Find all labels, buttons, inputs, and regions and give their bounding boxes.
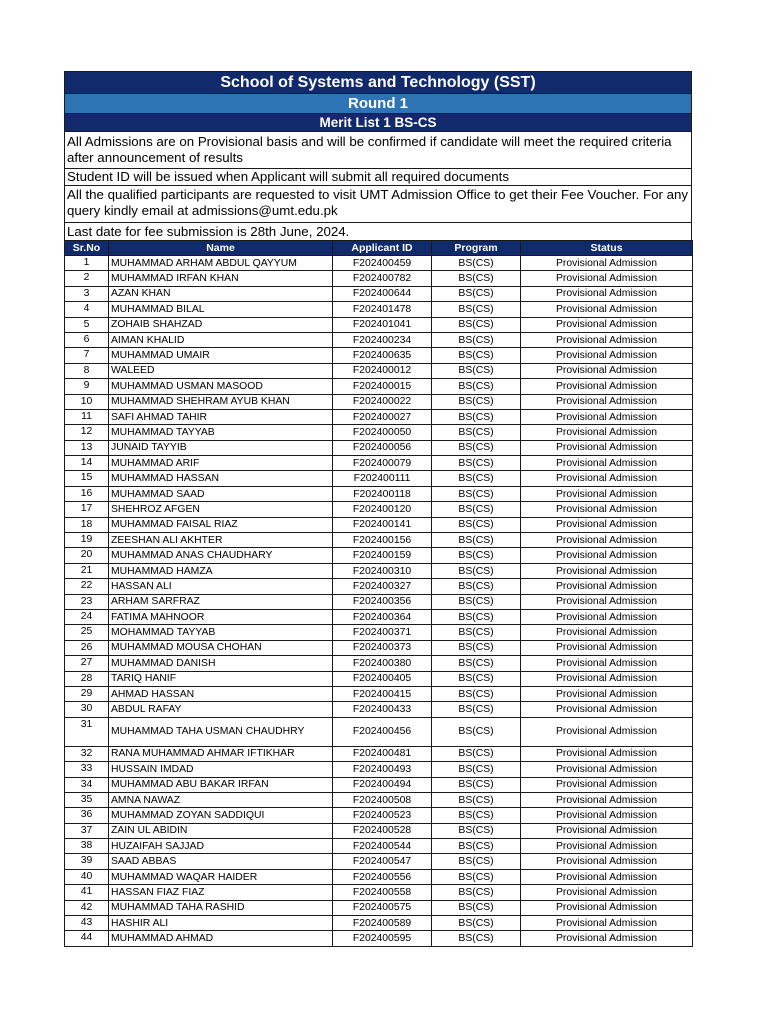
name-cell: MUHAMMAD SAAD — [109, 486, 333, 501]
table-row — [65, 916, 693, 931]
table-row — [65, 640, 693, 655]
applicant-id-cell: F202400356 — [333, 594, 432, 609]
program-cell: BS(CS) — [432, 256, 521, 271]
applicant-id-cell: F202401478 — [333, 302, 432, 317]
program-cell: BS(CS) — [432, 317, 521, 332]
sr-no-cell: 27 — [65, 656, 109, 671]
program-cell: BS(CS) — [432, 502, 521, 517]
table-row — [65, 625, 693, 640]
status-cell: Provisional Admission — [521, 379, 693, 394]
sr-no-cell: 10 — [65, 394, 109, 409]
name-cell: MUHAMMAD TAHA USMAN CHAUDHRY — [109, 717, 333, 746]
sr-no-cell: 25 — [65, 625, 109, 640]
table-row — [65, 548, 693, 563]
applicant-id-cell: F202400782 — [333, 271, 432, 286]
status-cell: Provisional Admission — [521, 777, 693, 792]
name-cell: HASSAN ALI — [109, 579, 333, 594]
program-cell: BS(CS) — [432, 702, 521, 717]
applicant-id-cell: F202400493 — [333, 762, 432, 777]
name-cell: TARIQ HANIF — [109, 671, 333, 686]
status-cell: Provisional Admission — [521, 823, 693, 838]
sr-no-cell: 14 — [65, 456, 109, 471]
sr-no-cell: 30 — [65, 702, 109, 717]
applicant-id-cell: F202400508 — [333, 792, 432, 807]
sr-no-cell: 4 — [65, 302, 109, 317]
program-cell: BS(CS) — [432, 609, 521, 624]
applicant-id-cell: F202400056 — [333, 440, 432, 455]
name-cell: MUHAMMAD USMAN MASOOD — [109, 379, 333, 394]
name-cell: MUHAMMAD AHMAD — [109, 931, 333, 946]
applicant-id-cell: F202400234 — [333, 332, 432, 347]
program-cell: BS(CS) — [432, 839, 521, 854]
status-cell: Provisional Admission — [521, 425, 693, 440]
program-cell: BS(CS) — [432, 640, 521, 655]
table-row — [65, 594, 693, 609]
status-cell: Provisional Admission — [521, 579, 693, 594]
name-cell: WALEED — [109, 363, 333, 378]
school-title: School of Systems and Technology (SST) — [64, 71, 692, 93]
program-cell: BS(CS) — [432, 332, 521, 347]
sr-no-cell: 5 — [65, 317, 109, 332]
merit-list-table — [64, 240, 693, 947]
applicant-id-cell: F202400481 — [333, 746, 432, 761]
table-row — [65, 409, 693, 424]
sr-no-cell: 21 — [65, 563, 109, 578]
status-cell: Provisional Admission — [521, 256, 693, 271]
applicant-id-cell: F202401041 — [333, 317, 432, 332]
applicant-id-cell: F202400120 — [333, 502, 432, 517]
applicant-id-cell: F202400364 — [333, 609, 432, 624]
name-cell: MUHAMMAD DANISH — [109, 656, 333, 671]
table-row — [65, 579, 693, 594]
program-cell: BS(CS) — [432, 869, 521, 884]
table-row — [65, 363, 693, 378]
name-cell: MUHAMMAD ABU BAKAR IRFAN — [109, 777, 333, 792]
program-cell: BS(CS) — [432, 579, 521, 594]
applicant-id-cell: F202400635 — [333, 348, 432, 363]
status-cell: Provisional Admission — [521, 486, 693, 501]
program-cell: BS(CS) — [432, 409, 521, 424]
sr-no-cell: 37 — [65, 823, 109, 838]
program-cell: BS(CS) — [432, 854, 521, 869]
table-row — [65, 486, 693, 501]
sr-no-cell: 1 — [65, 256, 109, 271]
table-row — [65, 286, 693, 301]
status-cell: Provisional Admission — [521, 702, 693, 717]
sr-no-cell: 7 — [65, 348, 109, 363]
sr-no-cell: 23 — [65, 594, 109, 609]
applicant-id-cell: F202400380 — [333, 656, 432, 671]
sr-no-cell: 32 — [65, 746, 109, 761]
table-row — [65, 502, 693, 517]
table-row — [65, 839, 693, 854]
program-cell: BS(CS) — [432, 302, 521, 317]
applicant-id-cell: F202400022 — [333, 394, 432, 409]
program-cell: BS(CS) — [432, 594, 521, 609]
program-cell: BS(CS) — [432, 486, 521, 501]
applicant-id-cell: F202400523 — [333, 808, 432, 823]
table-row — [65, 792, 693, 807]
name-cell: AHMAD HASSAN — [109, 686, 333, 701]
name-cell: MUHAMMAD HASSAN — [109, 471, 333, 486]
status-cell: Provisional Admission — [521, 640, 693, 655]
sr-no-cell: 42 — [65, 900, 109, 915]
status-cell: Provisional Admission — [521, 916, 693, 931]
name-cell: MUHAMMAD HAMZA — [109, 563, 333, 578]
name-cell: RANA MUHAMMAD AHMAR IFTIKHAR — [109, 746, 333, 761]
sr-no-cell: 3 — [65, 286, 109, 301]
table-row — [65, 671, 693, 686]
program-cell: BS(CS) — [432, 823, 521, 838]
name-cell: SAAD ABBAS — [109, 854, 333, 869]
applicant-id-cell: F202400141 — [333, 517, 432, 532]
applicant-id-cell: F202400589 — [333, 916, 432, 931]
sr-no-cell: 22 — [65, 579, 109, 594]
status-cell: Provisional Admission — [521, 594, 693, 609]
sr-no-cell: 33 — [65, 762, 109, 777]
applicant-id-cell: F202400405 — [333, 671, 432, 686]
program-cell: BS(CS) — [432, 271, 521, 286]
applicant-id-cell: F202400079 — [333, 456, 432, 471]
status-cell: Provisional Admission — [521, 808, 693, 823]
applicant-id-cell: F202400528 — [333, 823, 432, 838]
status-cell: Provisional Admission — [521, 931, 693, 946]
status-cell: Provisional Admission — [521, 548, 693, 563]
table-row — [65, 717, 693, 746]
column-header-program: Program — [432, 241, 521, 256]
program-cell: BS(CS) — [432, 746, 521, 761]
status-cell: Provisional Admission — [521, 625, 693, 640]
sr-no-cell: 40 — [65, 869, 109, 884]
name-cell: MUHAMMAD SHEHRAM AYUB KHAN — [109, 394, 333, 409]
name-cell: MUHAMMAD MOUSA CHOHAN — [109, 640, 333, 655]
applicant-id-cell: F202400012 — [333, 363, 432, 378]
sr-no-cell: 19 — [65, 533, 109, 548]
applicant-id-cell: F202400156 — [333, 533, 432, 548]
name-cell: MUHAMMAD TAYYAB — [109, 425, 333, 440]
applicant-id-cell: F202400111 — [333, 471, 432, 486]
column-header-name: Name — [109, 241, 333, 256]
sr-no-cell: 12 — [65, 425, 109, 440]
applicant-id-cell: F202400494 — [333, 777, 432, 792]
sr-no-cell: 15 — [65, 471, 109, 486]
status-cell: Provisional Admission — [521, 839, 693, 854]
status-cell: Provisional Admission — [521, 885, 693, 900]
name-cell: HUSSAIN IMDAD — [109, 762, 333, 777]
name-cell: MUHAMMAD ARIF — [109, 456, 333, 471]
table-row — [65, 256, 693, 271]
name-cell: FATIMA MAHNOOR — [109, 609, 333, 624]
table-row — [65, 869, 693, 884]
program-cell: BS(CS) — [432, 777, 521, 792]
program-cell: BS(CS) — [432, 686, 521, 701]
applicant-id-cell: F202400118 — [333, 486, 432, 501]
program-cell: BS(CS) — [432, 916, 521, 931]
program-cell: BS(CS) — [432, 931, 521, 946]
name-cell: ZOHAIB SHAHZAD — [109, 317, 333, 332]
status-cell: Provisional Admission — [521, 440, 693, 455]
table-row — [65, 425, 693, 440]
table-row — [65, 379, 693, 394]
applicant-id-cell: F202400415 — [333, 686, 432, 701]
merit-list-sheet — [64, 71, 692, 947]
sr-no-cell: 9 — [65, 379, 109, 394]
table-row — [65, 686, 693, 701]
status-cell: Provisional Admission — [521, 609, 693, 624]
sr-no-cell: 41 — [65, 885, 109, 900]
name-cell: HASSAN FIAZ FIAZ — [109, 885, 333, 900]
note-provisional: All Admissions are on Provisional basis and will be confirmed if candidate will meet the required criteria after announcement of results — [64, 131, 692, 168]
status-cell: Provisional Admission — [521, 517, 693, 532]
name-cell: MUHAMMAD IRFAN KHAN — [109, 271, 333, 286]
sr-no-cell: 17 — [65, 502, 109, 517]
sr-no-cell: 13 — [65, 440, 109, 455]
applicant-id-cell: F202400575 — [333, 900, 432, 915]
note-fee-deadline: Last date for fee submission is 28th June, 2024. — [64, 222, 692, 240]
table-row — [65, 440, 693, 455]
table-row — [65, 563, 693, 578]
table-row — [65, 746, 693, 761]
table-row — [65, 885, 693, 900]
applicant-id-cell: F202400558 — [333, 885, 432, 900]
sr-no-cell: 43 — [65, 916, 109, 931]
name-cell: AIMAN KHALID — [109, 332, 333, 347]
table-row — [65, 348, 693, 363]
table-row — [65, 271, 693, 286]
status-cell: Provisional Admission — [521, 332, 693, 347]
status-cell: Provisional Admission — [521, 348, 693, 363]
name-cell: MUHAMMAD TAHA RASHID — [109, 900, 333, 915]
applicant-id-cell: F202400327 — [333, 579, 432, 594]
applicant-id-cell: F202400595 — [333, 931, 432, 946]
program-cell: BS(CS) — [432, 533, 521, 548]
table-row — [65, 702, 693, 717]
status-cell: Provisional Admission — [521, 746, 693, 761]
applicant-id-cell: F202400459 — [333, 256, 432, 271]
status-cell: Provisional Admission — [521, 717, 693, 746]
program-cell: BS(CS) — [432, 625, 521, 640]
applicant-id-cell: F202400556 — [333, 869, 432, 884]
name-cell: MUHAMMAD FAISAL RIAZ — [109, 517, 333, 532]
sr-no-cell: 2 — [65, 271, 109, 286]
table-row — [65, 317, 693, 332]
table-row — [65, 823, 693, 838]
applicant-id-cell: F202400547 — [333, 854, 432, 869]
program-cell: BS(CS) — [432, 900, 521, 915]
program-cell: BS(CS) — [432, 808, 521, 823]
column-header-status: Status — [521, 241, 693, 256]
applicant-id-cell: F202400310 — [333, 563, 432, 578]
status-cell: Provisional Admission — [521, 302, 693, 317]
program-cell: BS(CS) — [432, 885, 521, 900]
program-cell: BS(CS) — [432, 394, 521, 409]
column-header-sr-no: Sr.No — [65, 241, 109, 256]
name-cell: MOHAMMAD TAYYAB — [109, 625, 333, 640]
status-cell: Provisional Admission — [521, 533, 693, 548]
name-cell: ABDUL RAFAY — [109, 702, 333, 717]
applicant-id-cell: F202400544 — [333, 839, 432, 854]
sr-no-cell: 38 — [65, 839, 109, 854]
sr-no-cell: 36 — [65, 808, 109, 823]
applicant-id-cell: F202400027 — [333, 409, 432, 424]
program-cell: BS(CS) — [432, 792, 521, 807]
name-cell: HASHIR ALI — [109, 916, 333, 931]
name-cell: MUHAMMAD WAQAR HAIDER — [109, 869, 333, 884]
status-cell: Provisional Admission — [521, 854, 693, 869]
status-cell: Provisional Admission — [521, 317, 693, 332]
program-cell: BS(CS) — [432, 379, 521, 394]
status-cell: Provisional Admission — [521, 394, 693, 409]
name-cell: ARHAM SARFRAZ — [109, 594, 333, 609]
status-cell: Provisional Admission — [521, 471, 693, 486]
sr-no-cell: 35 — [65, 792, 109, 807]
sr-no-cell: 6 — [65, 332, 109, 347]
name-cell: SAFI AHMAD TAHIR — [109, 409, 333, 424]
program-cell: BS(CS) — [432, 456, 521, 471]
program-cell: BS(CS) — [432, 656, 521, 671]
status-cell: Provisional Admission — [521, 792, 693, 807]
sr-no-cell: 24 — [65, 609, 109, 624]
sr-no-cell: 8 — [65, 363, 109, 378]
name-cell: ZEESHAN ALI AKHTER — [109, 533, 333, 548]
applicant-id-cell: F202400433 — [333, 702, 432, 717]
status-cell: Provisional Admission — [521, 563, 693, 578]
table-row — [65, 609, 693, 624]
program-cell: BS(CS) — [432, 717, 521, 746]
sr-no-cell: 26 — [65, 640, 109, 655]
status-cell: Provisional Admission — [521, 363, 693, 378]
sr-no-cell: 28 — [65, 671, 109, 686]
name-cell: AZAN KHAN — [109, 286, 333, 301]
name-cell: JUNAID TAYYIB — [109, 440, 333, 455]
table-row — [65, 656, 693, 671]
column-header-applicant-id: Applicant ID — [333, 241, 432, 256]
status-cell: Provisional Admission — [521, 286, 693, 301]
status-cell: Provisional Admission — [521, 900, 693, 915]
status-cell: Provisional Admission — [521, 686, 693, 701]
table-row — [65, 762, 693, 777]
status-cell: Provisional Admission — [521, 656, 693, 671]
applicant-id-cell: F202400373 — [333, 640, 432, 655]
name-cell: AMNA NAWAZ — [109, 792, 333, 807]
program-cell: BS(CS) — [432, 348, 521, 363]
program-cell: BS(CS) — [432, 563, 521, 578]
table-row — [65, 517, 693, 532]
status-cell: Provisional Admission — [521, 409, 693, 424]
table-row — [65, 394, 693, 409]
program-cell: BS(CS) — [432, 286, 521, 301]
program-cell: BS(CS) — [432, 425, 521, 440]
program-cell: BS(CS) — [432, 517, 521, 532]
name-cell: SHEHROZ AFGEN — [109, 502, 333, 517]
table-row — [65, 456, 693, 471]
applicant-id-cell: F202400015 — [333, 379, 432, 394]
status-cell: Provisional Admission — [521, 502, 693, 517]
sr-no-cell: 31 — [65, 717, 109, 746]
table-row — [65, 302, 693, 317]
name-cell: MUHAMMAD UMAIR — [109, 348, 333, 363]
table-row — [65, 808, 693, 823]
applicant-id-cell: F202400371 — [333, 625, 432, 640]
sr-no-cell: 34 — [65, 777, 109, 792]
table-row — [65, 900, 693, 915]
name-cell: MUHAMMAD ZOYAN SADDIQUI — [109, 808, 333, 823]
merit-list-title: Merit List 1 BS-CS — [64, 113, 692, 131]
program-cell: BS(CS) — [432, 440, 521, 455]
program-cell: BS(CS) — [432, 762, 521, 777]
name-cell: MUHAMMAD BILAL — [109, 302, 333, 317]
status-cell: Provisional Admission — [521, 671, 693, 686]
table-row — [65, 533, 693, 548]
program-cell: BS(CS) — [432, 671, 521, 686]
name-cell: MUHAMMAD ANAS CHAUDHARY — [109, 548, 333, 563]
table-row — [65, 854, 693, 869]
round-title: Round 1 — [64, 93, 692, 113]
status-cell: Provisional Admission — [521, 869, 693, 884]
program-cell: BS(CS) — [432, 548, 521, 563]
sr-no-cell: 18 — [65, 517, 109, 532]
applicant-id-cell: F202400050 — [333, 425, 432, 440]
status-cell: Provisional Admission — [521, 271, 693, 286]
program-cell: BS(CS) — [432, 363, 521, 378]
name-cell: MUHAMMAD ARHAM ABDUL QAYYUM — [109, 256, 333, 271]
applicant-id-cell: F202400456 — [333, 717, 432, 746]
program-cell: BS(CS) — [432, 471, 521, 486]
table-row — [65, 332, 693, 347]
table-row — [65, 931, 693, 946]
sr-no-cell: 11 — [65, 409, 109, 424]
sr-no-cell: 16 — [65, 486, 109, 501]
sr-no-cell: 44 — [65, 931, 109, 946]
status-cell: Provisional Admission — [521, 762, 693, 777]
sr-no-cell: 39 — [65, 854, 109, 869]
sr-no-cell: 20 — [65, 548, 109, 563]
status-cell: Provisional Admission — [521, 456, 693, 471]
table-header-row — [65, 241, 693, 256]
table-row — [65, 777, 693, 792]
name-cell: HUZAIFAH SAJJAD — [109, 839, 333, 854]
applicant-id-cell: F202400159 — [333, 548, 432, 563]
sr-no-cell: 29 — [65, 686, 109, 701]
note-fee-voucher: All the qualified participants are requested to visit UMT Admission Office to get their Fee Voucher. For any query kindly email at admissions@umt.edu.pk — [64, 185, 692, 222]
name-cell: ZAIN UL ABIDIN — [109, 823, 333, 838]
table-row — [65, 471, 693, 486]
applicant-id-cell: F202400644 — [333, 286, 432, 301]
note-student-id: Student ID will be issued when Applicant will submit all required documents — [64, 168, 692, 185]
